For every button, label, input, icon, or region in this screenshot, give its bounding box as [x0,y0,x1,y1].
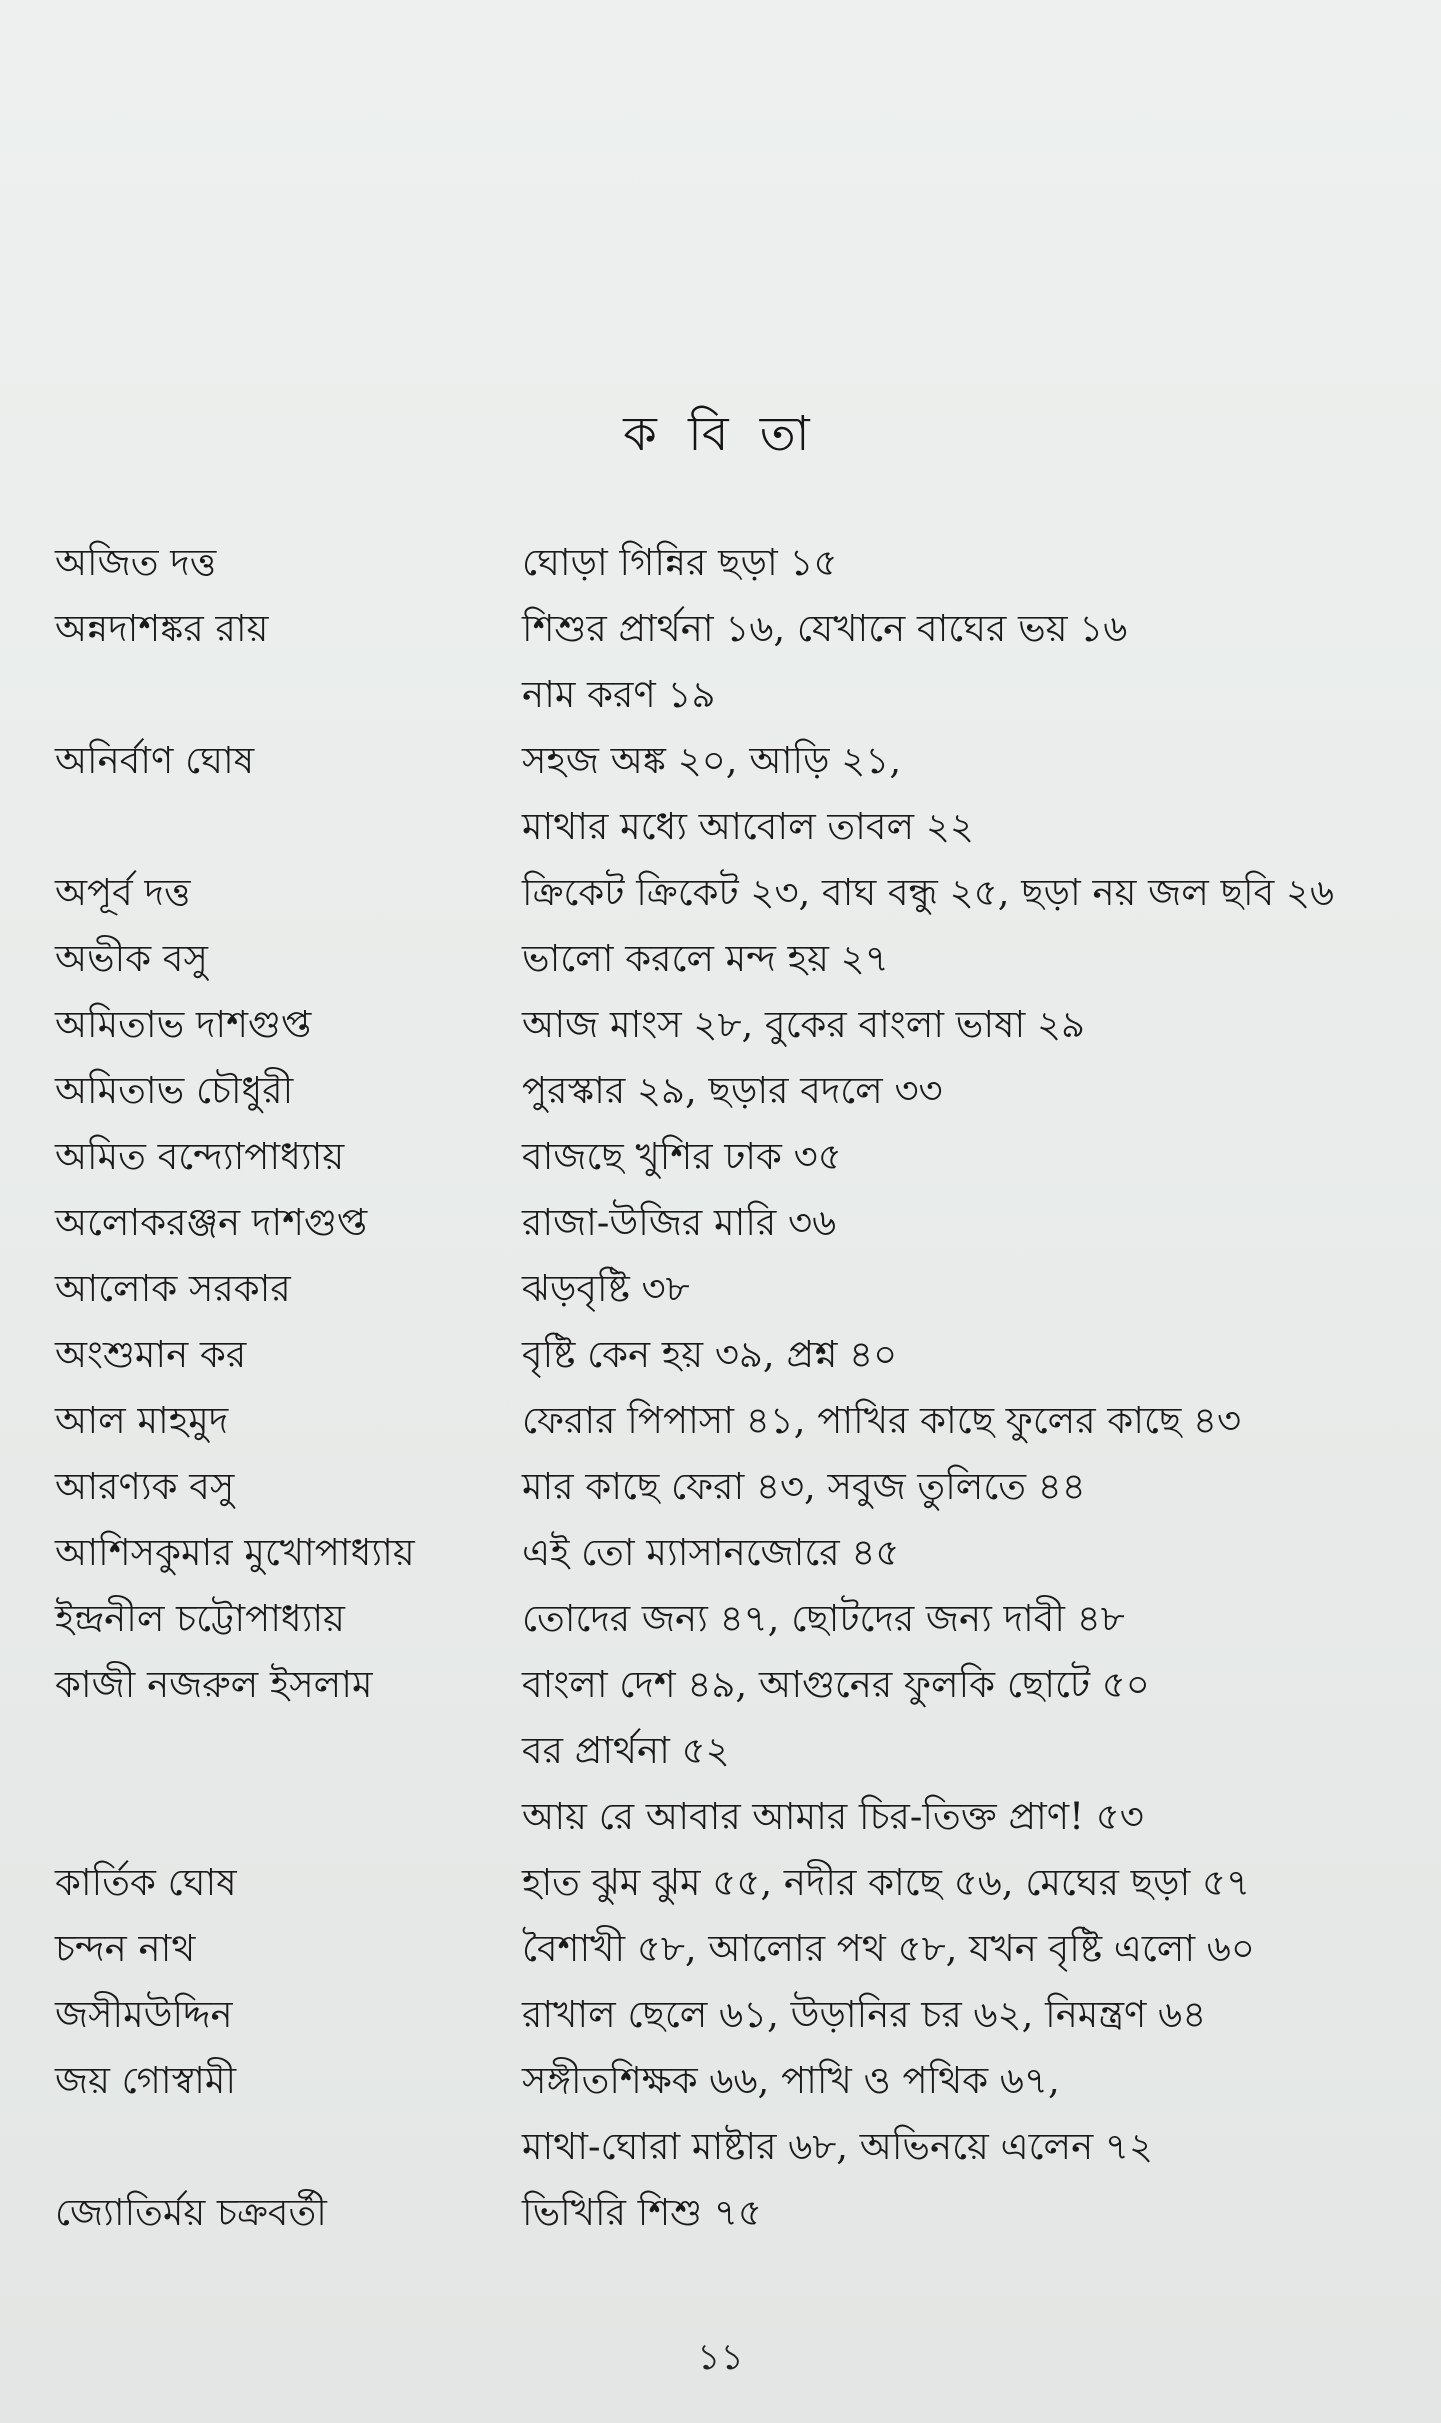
poem-list: রাজা-উজির মারি ৩৬ [522,1201,837,1244]
poem-list: ঝড়বৃষ্টি ৩৮ [522,1267,690,1310]
toc-row [0,1190,1441,1256]
toc-row [0,1256,1441,1322]
toc-row [0,728,1441,794]
toc-row [0,926,1441,992]
poem-list: পুরস্কার ২৯, ছড়ার বদলে ৩৩ [522,1069,943,1112]
poem-list: মাথার মধ্যে আবোল তাবল ২২ [522,805,974,848]
toc-row [0,860,1441,926]
poem-list: বাংলা দেশ ৪৯, আগুনের ফুলকি ছোটে ৫০ [522,1663,1150,1706]
toc-row [0,1058,1441,1124]
poem-list: শিশুর প্রার্থনা ১৬, যেখানে বাঘের ভয় ১৬ [522,607,1128,650]
poem-list: বৃষ্টি কেন হয় ৩৯, প্রশ্ন ৪০ [522,1333,898,1376]
poem-list: ভিখিরি শিশু ৭৫ [522,2191,762,2234]
poem-list: এই তো ম্যাসানজোরে ৪৫ [522,1531,900,1574]
toc-row [0,1652,1441,1718]
toc-row [0,1124,1441,1190]
author-name: ইন্দ্রনীল চট্টোপাধ্যায় [55,1597,345,1640]
poem-list: নাম করণ ১৯ [522,673,716,716]
toc-row [0,794,1441,860]
toc-row [0,1850,1441,1916]
toc-row [0,1718,1441,1784]
author-name: জ্যোতির্ময় চক্রবর্তী [55,2191,327,2234]
toc-row [0,530,1441,596]
author-name: অংশুমান কর [55,1333,247,1376]
author-name: আলোক সরকার [55,1267,291,1310]
toc-row [0,1784,1441,1850]
toc-row [0,596,1441,662]
author-name: অমিতাভ চৌধুরী [55,1069,294,1112]
poem-list: মার কাছে ফেরা ৪৩, সবুজ তুলিতে ৪৪ [522,1465,1086,1508]
table-of-contents [0,530,1441,2246]
page-number: ১১ [697,2337,744,2378]
author-name: আশিসকুমার মুখোপাধ্যায় [55,1531,415,1574]
poem-list: ঘোড়া গিন্নির ছড়া ১৫ [522,541,838,584]
poem-list: ফেরার পিপাসা ৪১, পাখির কাছে ফুলের কাছে ৪৩ [522,1399,1242,1442]
toc-row [0,1454,1441,1520]
poem-list: আজ মাংস ২৮, বুকের বাংলা ভাষা ২৯ [522,1003,1086,1046]
toc-row [0,992,1441,1058]
poem-list: বৈশাখী ৫৮, আলোর পথ ৫৮, যখন বৃষ্টি এলো ৬০ [522,1927,1255,1970]
poem-list: বর প্রার্থনা ৫২ [522,1729,730,1772]
author-name: কার্তিক ঘোষ [55,1861,237,1904]
toc-row [0,1916,1441,1982]
author-name: অন্নদাশঙ্কর রায় [55,607,269,650]
poem-list: বাজছে খুশির ঢাক ৩৫ [522,1135,842,1178]
author-name: জয় গোস্বামী [55,2059,237,2102]
poem-list: হাত ঝুম ঝুম ৫৫, নদীর কাছে ৫৬, মেঘের ছড়া ৫৭ [522,1861,1251,1904]
toc-row [0,2048,1441,2114]
poem-list: আয় রে আবার আমার চির-তিক্ত প্রাণ! ৫৩ [522,1795,1144,1838]
section-heading: ক বি তা [623,406,818,462]
author-name: অভীক বসু [55,937,208,980]
toc-row [0,1982,1441,2048]
toc-row [0,2180,1441,2246]
author-name: অজিত দত্ত [55,541,217,584]
poem-list: রাখাল ছেলে ৬১, উড়ানির চর ৬২, নিমন্ত্রণ ৬৪ [522,1993,1207,2036]
toc-row [0,1586,1441,1652]
poem-list: তোদের জন্য ৪৭, ছোটদের জন্য দাবী ৪৮ [522,1597,1125,1640]
poem-list: মাথা-ঘোরা মাষ্টার ৬৮, অভিনয়ে এলেন ৭২ [522,2125,1154,2168]
author-name: অমিত বন্দ্যোপাধ্যায় [55,1135,345,1178]
author-name: অনির্বাণ ঘোষ [55,739,255,782]
author-name: আরণ্যক বসু [55,1465,235,1508]
author-name: অমিতাভ দাশগুপ্ত [55,1003,312,1046]
author-name: চন্দন নাথ [55,1927,196,1970]
toc-row [0,2114,1441,2180]
author-name: আল মাহমুদ [55,1399,229,1442]
toc-row [0,1388,1441,1454]
poem-list: ক্রিকেট ক্রিকেট ২৩, বাঘ বন্ধু ২৫, ছড়া নয় জল ছবি ২৬ [522,871,1335,914]
poem-list: ভালো করলে মন্দ হয় ২৭ [522,937,889,980]
toc-row [0,662,1441,728]
poem-list: সহজ অঙ্ক ২০, আড়ি ২১, [522,739,902,782]
toc-row [0,1520,1441,1586]
poem-list: সঙ্গীতশিক্ষক ৬৬, পাখি ও পথিক ৬৭, [522,2059,1060,2102]
author-name: অলোকরঞ্জন দাশগুপ্ত [55,1201,368,1244]
author-name: কাজী নজরুল ইসলাম [55,1663,373,1706]
author-name: জসীমউদ্দিন [55,1993,233,2036]
toc-row [0,1322,1441,1388]
author-name: অপূর্ব দত্ত [55,871,191,914]
